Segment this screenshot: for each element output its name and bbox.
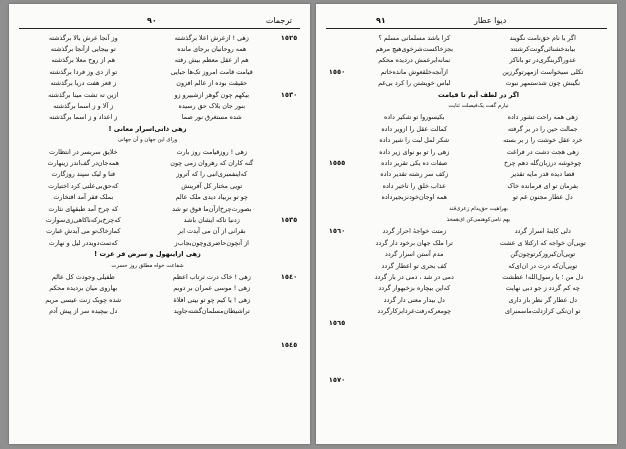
heading-text: شفاعت خواه مطلق روز حسرت xyxy=(111,262,184,269)
line-number: ١٥٤٥ xyxy=(280,341,298,350)
verse-line xyxy=(350,135,607,146)
hemistich-first: تویی‌آن‌کبر‌وز‌کرتو‌چون‌گن xyxy=(510,250,576,259)
line-number: ١٥٥٥ xyxy=(328,158,346,167)
hemistich-second: ز آلا و ز اسما برگذشته xyxy=(53,102,114,111)
hemistich-first: بنور جان بلاک حق رسیده xyxy=(178,102,245,111)
hemistich-second: بهاروی میان بردیده محکم xyxy=(49,284,118,293)
hemistich-first: دلی کاینۀ اسرار گردد xyxy=(514,227,571,236)
hemistich-first: هم از عقل معظم بیش رفته xyxy=(174,56,249,65)
hemistich-second: طفیلی وجودت کل عالم xyxy=(51,272,115,281)
hemistich-first: دل عطار مجنون غم تو xyxy=(512,193,573,202)
hemistich-first: بصورت‌چرخ‌ازآن‌ما فوق تو شد xyxy=(172,204,252,213)
verse-line xyxy=(19,226,276,237)
hemistich-first: تویی‌آن‌که‌ درت‌‌ در‌ ان‌ای‌که‌ xyxy=(508,261,578,270)
hemistich-second: بملک فقر آمد افتخارت xyxy=(53,193,114,202)
hemistich-second: ترا ملک جهان برخود دار گردد xyxy=(375,238,453,247)
verse-line xyxy=(19,146,276,157)
hemistich-second: خلایق سربسر در انتظارت xyxy=(48,147,118,156)
verse-line xyxy=(350,146,607,157)
hemistich-second: نمانه‌ابرعمش دردیده محکم xyxy=(378,56,451,65)
section-subheading xyxy=(350,100,607,111)
hemistich-first: زهی ! موسی عمران بر دوبم xyxy=(173,284,251,293)
hemistich-first: اگر با نام حق‌نامت نگویند xyxy=(509,33,576,42)
hemistich-first: تویی‌آن‌ خواجه‌ که‌ ارکتلا‌ ی‌ عشت xyxy=(499,238,586,247)
hemistich-second: ز اعداد و ز اسما برگذشته xyxy=(49,113,118,122)
hemistich-first: بقرانی از آن می آیدت ابر xyxy=(177,227,246,236)
hemistich-first: تویی مختار کل آفرینش xyxy=(181,181,243,190)
running-title: ترجمات xyxy=(265,16,292,25)
hemistich-second: زهی را تو بو نوای زیر داده xyxy=(379,147,450,156)
hemistich-second: از‌آنجه‌خلقعوش مانده‌خاتم xyxy=(380,67,448,76)
verse-line xyxy=(19,305,276,316)
heading-text: بهر‌اهیت‌ حق‌یدام ز‌عری‌قند xyxy=(449,205,508,212)
hemistich-first: زهی ! خاک درت ترتاب اعظم xyxy=(172,272,251,281)
hemistich-first: از آنچون‌حاضری‌وچون‌بجاب‌ز xyxy=(174,238,249,247)
section-heading xyxy=(19,123,276,134)
hemistich-first: چه کم‌ گردد ز‌ جو‌ دبی‌ نهایت xyxy=(505,284,580,293)
hemistich-second: که‌حق‌بی‌علتی کرد اختیارت xyxy=(48,181,119,190)
hemistich-first: زهی ! روزقیامت روز بارت xyxy=(176,147,247,156)
verse-line xyxy=(19,43,276,54)
hemistich-second: تو بیجایی ازآنجا برگذشته xyxy=(50,45,116,54)
hemistich-second: که‌این بیچاره بزخبهوار گردد xyxy=(378,284,451,293)
verse-line xyxy=(350,283,607,294)
verse-line xyxy=(19,283,276,294)
verse-body xyxy=(350,32,607,434)
line-number: ١٥٣٠ xyxy=(280,90,298,99)
header-rule xyxy=(326,28,607,29)
hemistich-first: جمالت حین را در بر گرفته xyxy=(507,124,578,133)
header-rule xyxy=(19,28,300,29)
verse-line xyxy=(19,89,276,100)
hemistich-first: قضا دیده قدر مایه تقدیر xyxy=(510,170,575,179)
line-number: ١٥٢٥ xyxy=(280,33,298,42)
hemistich-second: کمازخاک‌تو می آیدش غبارت xyxy=(46,227,121,236)
hemistich-second: کمالت عقل را ازویر داده xyxy=(381,124,448,133)
verse-line xyxy=(19,112,276,123)
hemistich-second: کرا باشد مسلمانی مسلم ؟ xyxy=(378,33,451,42)
hemistich-second: بجز‌خا‌کست‌شرخوی‌هیچ مرهم xyxy=(375,45,453,54)
hemistich-first: تو‌ ان‌‌نکی‌ ‌کراز‌دلت‌‌ما‌سمنر‌ای‌ xyxy=(505,307,581,316)
line-number: ١٥٣٥ xyxy=(280,215,298,224)
hemistich-first: قیامت قامت امروز تک‌ها حبایی xyxy=(170,67,253,76)
verse-line xyxy=(19,157,276,168)
verse-line xyxy=(19,66,276,77)
right-page xyxy=(316,4,617,444)
section-subheading xyxy=(19,135,276,146)
hemistich-second: ازین ته تشت مینا برگذشته xyxy=(48,90,119,99)
left-page xyxy=(9,4,310,444)
hemistich-first: همه روحانیان برجای مانده xyxy=(177,45,247,54)
section-heading xyxy=(350,89,607,100)
heading-text: زهی ازاینهول و سرض فر عرت ! xyxy=(94,250,201,259)
verse-line xyxy=(350,32,607,43)
line-number-column xyxy=(274,32,304,434)
verse-line xyxy=(19,294,276,305)
verse-line xyxy=(350,169,607,180)
section-subheading xyxy=(350,214,607,225)
hemistich-second: صفات ده یکی تقریر داده xyxy=(381,158,448,167)
verse-line xyxy=(350,294,607,305)
hemistich-first: زهی همه راحت تشور داده xyxy=(507,113,578,122)
running-title: دیوا عطار xyxy=(474,16,507,25)
hemistich-second: دمی در شد ، دمی در بار گردد xyxy=(374,272,454,281)
hemistich-second: فنا و لیک سپند روزگارت xyxy=(51,170,116,179)
hemistich-first: چو تو بربیاد دیدی ملک عالم xyxy=(175,193,248,202)
section-heading xyxy=(19,248,276,259)
hemistich-second: شکر لمل لبت را شیر داده xyxy=(379,136,450,145)
hemistich-first: بیابدخشنائی‌گونت‌کرشتند xyxy=(510,45,576,54)
hemistich-second: عذاب خلق را تاخیر داده xyxy=(382,181,446,190)
verse-line xyxy=(19,214,276,225)
hemistich-first: دل من ؛ یا رسول‌الله‌! عطشت xyxy=(502,272,584,281)
hemistich-second: زمتت خواجۀ احرار گردد xyxy=(382,227,447,236)
verse-line xyxy=(350,260,607,271)
verse-line xyxy=(350,191,607,202)
verse-line xyxy=(350,66,607,77)
verse-line xyxy=(350,305,607,316)
verse-line xyxy=(350,123,607,134)
heading-text: اگر در لطف آیم تا قیامت xyxy=(437,90,519,99)
hemistich-second: همه اوجان‌خودنزبجیرداده xyxy=(381,193,448,202)
verse-line xyxy=(19,55,276,66)
verse-line xyxy=(350,78,607,89)
hemistich-second: کف بحری تو اعطار گردد xyxy=(381,261,447,270)
hemistich-first: زهی ! ازعرش اعلا برگذشته xyxy=(174,33,249,42)
hemistich-second: چو‌معرکه‌رفت‌عردا‌برکار‌گردد xyxy=(377,307,452,316)
hemistich-first: چوخوشه‌ در‌زبان‌گله‌ دهم‌ چرخ xyxy=(504,158,582,167)
heading-text: نیارم گفت یک‌فیصلت ثنایت xyxy=(448,103,509,110)
hemistich-second: زکف سر رشته تقدیر داده xyxy=(380,170,449,179)
hemistich-first: گنه کاران که رهروان زمی چون xyxy=(170,158,254,167)
hemistich-second: همه‌جان‌در گف‌اندر زینهارت xyxy=(47,158,120,167)
hemistich-first: بیکهم چون گوهر ازشبیرو زو xyxy=(174,90,250,99)
verse-body xyxy=(19,32,276,434)
verse-line xyxy=(350,112,607,123)
verse-line xyxy=(350,248,607,259)
verse-line xyxy=(19,191,276,202)
hemistich-first: زهی هجت دشت در فراغت xyxy=(506,147,579,156)
hemistich-second: لباس خویشتن را کرد بی‌غم xyxy=(378,79,451,88)
verse-line xyxy=(350,157,607,168)
hemistich-second: مدم آستن اسرار گردد xyxy=(384,250,444,259)
hemistich-second: که چرخ آمد طبقهای نثارت xyxy=(48,204,119,213)
page-header xyxy=(19,16,300,28)
hemistich-second: دل بیچیده سر از پیش آدم xyxy=(49,307,118,316)
hemistich-first: نگینش چون شدستمهر نبوت xyxy=(505,79,581,88)
verse-line xyxy=(350,226,607,237)
line-number: ١٥٦٥ xyxy=(328,318,346,327)
verse-line xyxy=(350,237,607,248)
line-number: ١٥٦٠ xyxy=(328,227,346,236)
heading-text: زهی ذاتی‌اسرار معانی ! xyxy=(108,124,187,133)
hemistich-first: عدو‌را‌گر‌بنگری‌در تو باناکر xyxy=(509,56,577,65)
hemistich-second: تو از دی وز فردا برگذشته xyxy=(49,67,118,76)
hemistich-first: زدنیا تاکه ایشان باشد xyxy=(183,215,240,224)
verse-line xyxy=(350,43,607,54)
line-number: ١٥٧٠ xyxy=(328,375,346,384)
heading-text: بهم نامی‌کوهنمی‌کن‌ ای‌همخذ xyxy=(446,216,511,223)
hemistich-second: شده چوبک زنت عیسی مریم xyxy=(45,295,122,304)
hemistich-first: خرد عقل خوشت را ز بر بسته xyxy=(503,136,583,145)
verse-line xyxy=(19,180,276,191)
verse-line xyxy=(19,271,276,282)
verse-line xyxy=(350,271,607,282)
page-header xyxy=(326,16,607,28)
hemistich-first: که‌اینفمبری‌انبی را که آتروز xyxy=(176,170,248,179)
verse-line xyxy=(19,203,276,214)
line-number-column xyxy=(322,32,352,434)
section-subheading xyxy=(350,203,607,214)
hemistich-first: بفرمان تو ای فرمانده خاک xyxy=(507,181,579,190)
section-subheading xyxy=(19,260,276,271)
verse-line xyxy=(19,32,276,43)
verse-line xyxy=(19,100,276,111)
hemistich-second: که‌چرخ‌بزکه‌ناکاهی‌زی‌سوارت xyxy=(45,215,121,224)
verse-line xyxy=(19,78,276,89)
hemistich-second: وز آنجا عرش بالا برگذشته xyxy=(48,33,118,42)
verse-line xyxy=(19,237,276,248)
hemistich-second: هم از روح معلا برگذشته xyxy=(51,56,116,65)
page-number: ٩٠ xyxy=(147,16,157,25)
hemistich-first: دل عطار گر نظر باز داری xyxy=(508,295,577,304)
verse-line xyxy=(350,180,607,191)
hemistich-first: حقیقت بوده از عالم افزون xyxy=(176,79,248,88)
heading-text: ورای این جهان و آن جهانی xyxy=(117,137,178,144)
hemistich-second: که‌تمت‌دوید‌در لیل و نهارت xyxy=(48,238,118,247)
hemistich-second: ز قعر هفت دریا برگذشته xyxy=(50,79,117,88)
line-number: ١٥٤٠ xyxy=(280,272,298,281)
verse-line xyxy=(350,55,607,66)
page-number: ٩١ xyxy=(376,16,386,25)
hemistich-first: تکلی سیخواست از‌مهر‌تو‌گر‌زین xyxy=(502,67,584,76)
hemistich-first: تراشیطان‌مسلمان‌گشته‌جاوید xyxy=(173,307,250,316)
hemistich-second: بکیسوروا تو شکیر داده xyxy=(383,113,445,122)
hemistich-first: شده مستغرق نور صما xyxy=(181,113,242,122)
verse-line xyxy=(19,169,276,180)
hemistich-second: دل بیدار معنی دار گردد xyxy=(383,295,445,304)
hemistich-first: زهی ! یا کیم چو تو بیتی افلاة xyxy=(173,295,251,304)
line-number: ١٥٥٠ xyxy=(328,67,346,76)
